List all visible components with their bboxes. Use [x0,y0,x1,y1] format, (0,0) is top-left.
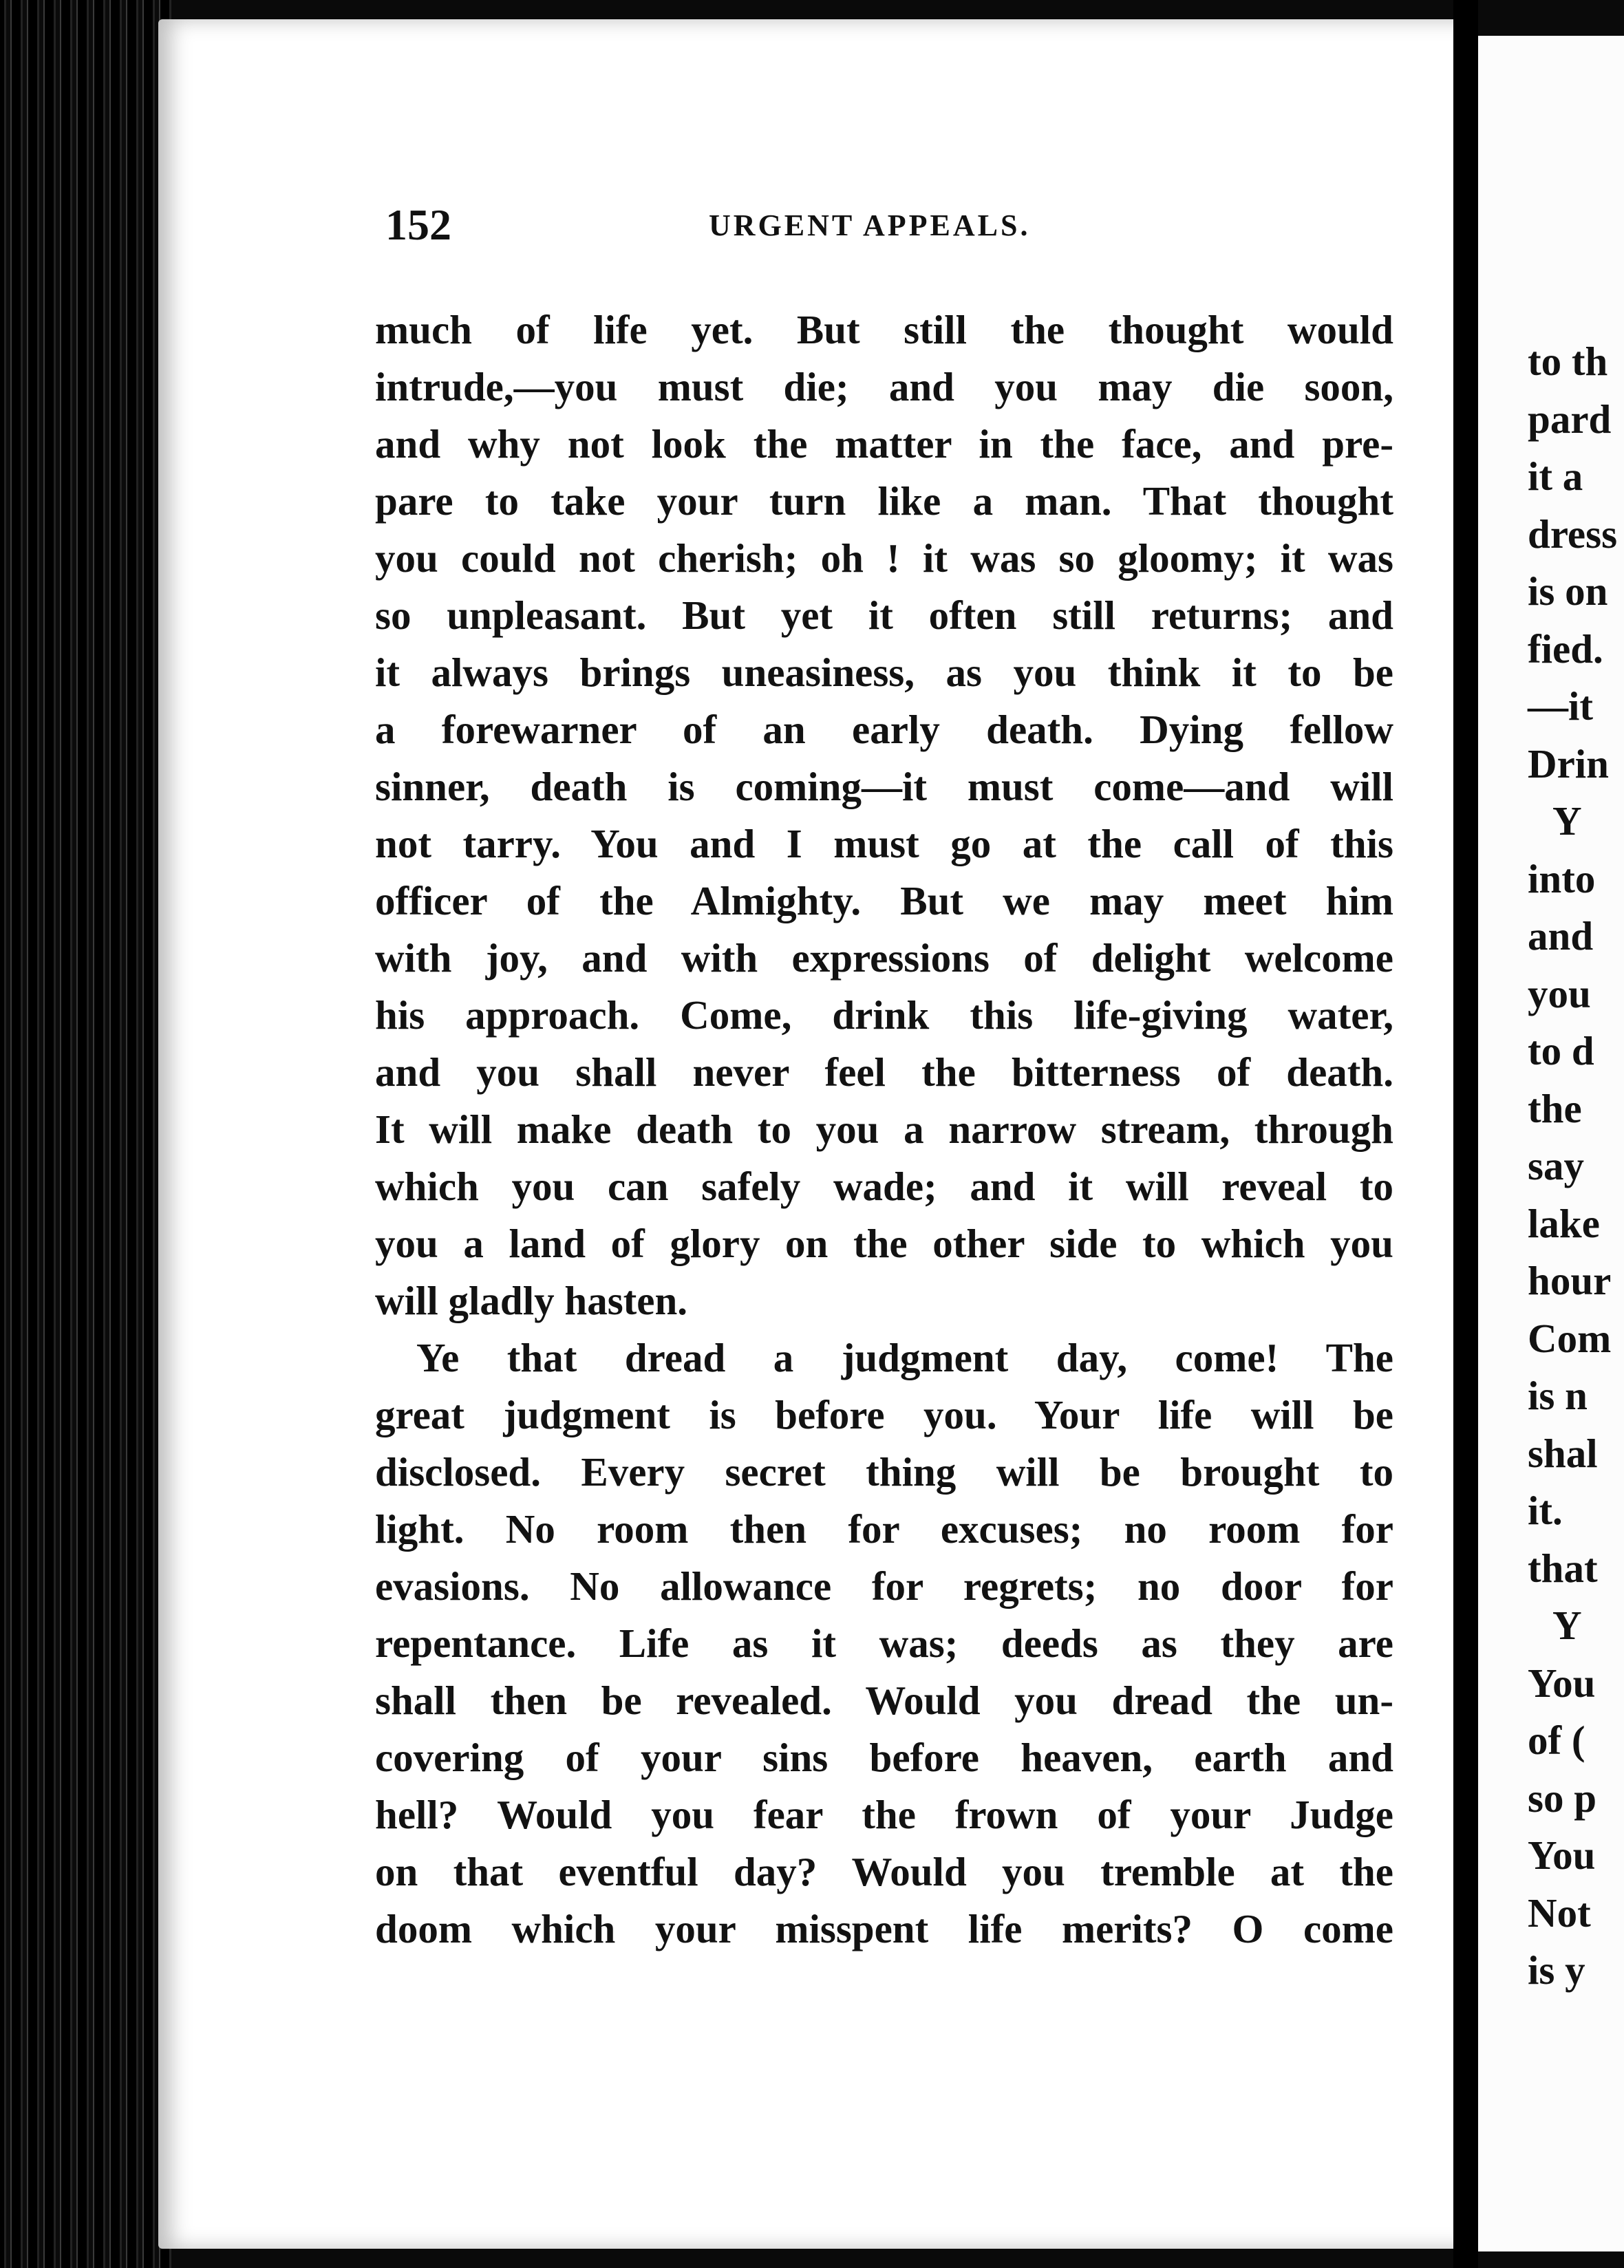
facing-page-line: dress [1528,511,1618,557]
text-line: not tarry. You and I must go at the call of this [375,821,1393,866]
facing-page-line: Y [1552,798,1582,844]
facing-page-line: that [1528,1545,1598,1591]
book-spine-edge [0,0,172,2268]
facing-page-line: the [1528,1085,1582,1131]
facing-page-line: Y [1552,1603,1582,1648]
facing-page-line: it. [1528,1488,1563,1533]
text-line: sinner, death is coming—it must come—and will [375,764,1393,809]
text-line: pare to take your turn like a man. That thought [375,478,1393,524]
facing-page-line: it a [1528,453,1583,499]
facing-page-line: pard [1528,396,1612,442]
page-number: 152 [385,200,451,249]
text-line: doom which your misspent life merits? O come [375,1906,1393,1951]
facing-page-line: and [1528,913,1594,959]
facing-page-line: you [1528,970,1591,1016]
facing-page-line: of ( [1528,1718,1585,1763]
text-line: great judgment is before you. Your life will be [375,1392,1393,1437]
text-line: officer of the Almighty. But we may meet him [375,878,1393,923]
text-line: shall then be revealed. Would you dread the un- [375,1678,1393,1723]
facing-page-line: is n [1528,1373,1588,1418]
facing-page-line: fied. [1528,625,1603,672]
facing-page-line: Com [1528,1315,1612,1361]
facing-page-line: is y [1528,1947,1585,1993]
text-line: on that eventful day? Would you tremble at the [375,1849,1393,1894]
text-line: repentance. Life as it was; deeds as they are [375,1620,1393,1666]
text-line: and why not look the matter in the face, and pre- [375,421,1393,467]
text-line: his approach. Come, drink this life-giving water, [375,992,1393,1038]
text-line: and you shall never feel the bitterness of death. [375,1049,1393,1095]
text-line: a forewarner of an early death. Dying fellow [375,707,1393,752]
facing-page-line: lake [1528,1200,1600,1246]
facing-page-line: —it [1528,683,1594,729]
facing-page-fragment [1478,36,1624,2251]
facing-page-line: to th [1528,339,1608,384]
page-body [375,301,1393,1958]
page-header [385,200,1404,255]
facing-page-line: into [1528,855,1596,901]
text-line: with joy, and with expressions of delight welcome [375,935,1393,981]
paragraph-start-line: Ye that dread a judgment day, come! The [416,1335,1393,1380]
running-title: URGENT APPEALS. [709,208,1031,242]
text-line: light. No room then for excuses; no room for [375,1506,1393,1552]
text-line: intrude,—you must die; and you may die soon, [375,364,1393,409]
facing-page-line: Drin [1528,740,1609,787]
text-line: you could not cherish; oh ! it was so gloomy; it was [375,535,1393,581]
text-line: hell? Would you fear the frown of your Judge [375,1792,1393,1837]
book-gutter [1453,0,1478,2268]
facing-page-line: to d [1528,1028,1594,1073]
facing-page-line: so p [1528,1775,1597,1821]
text-line: you a land of glory on the other side to which you [375,1221,1393,1266]
facing-page-line: is on [1528,568,1608,614]
facing-page-line: say [1528,1143,1584,1188]
facing-page-line: You [1528,1832,1596,1878]
text-line: It will make death to you a narrow stream, through [375,1106,1393,1152]
text-line: evasions. No allowance for regrets; no door for [375,1563,1393,1609]
text-line: it always brings uneasiness, as you think it to be [375,650,1393,695]
facing-page-line: Not [1528,1890,1591,1936]
facing-page-line: You [1528,1660,1596,1706]
text-line: will gladly hasten. [375,1278,688,1323]
text-line: disclosed. Every secret thing will be brought to [375,1449,1393,1495]
text-line: which you can safely wade; and it will reveal to [375,1164,1393,1209]
text-line: so unpleasant. But yet it often still returns; and [375,592,1393,638]
text-line: much of life yet. But still the thought would [375,307,1393,352]
facing-page-line: hour [1528,1258,1612,1303]
text-line: covering of your sins before heaven, earth and [375,1735,1393,1780]
facing-page-line: shal [1528,1430,1598,1476]
